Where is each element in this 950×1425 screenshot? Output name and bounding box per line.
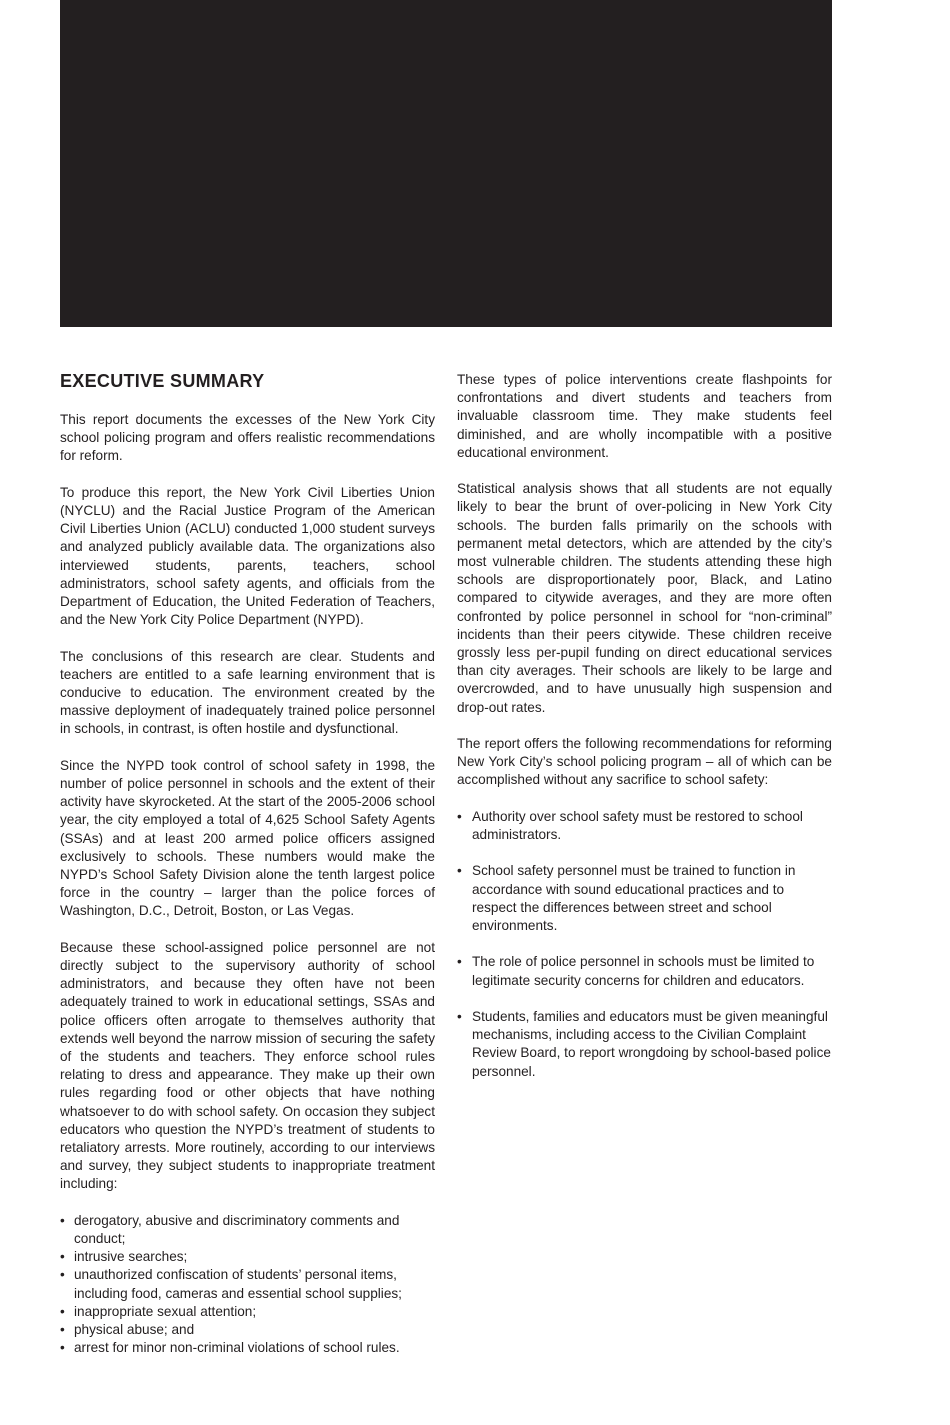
bullet-icon: • xyxy=(60,1267,65,1283)
left-column xyxy=(60,369,435,1357)
recommendation-item xyxy=(457,808,832,844)
bullet-icon: • xyxy=(457,863,462,879)
bullet-icon: • xyxy=(60,1340,65,1356)
list-item xyxy=(60,1321,435,1339)
paragraph: The report offers the following recommendations for reforming New York City’s school policing program – all of which can be accomplished without any sacrifice to school safety: xyxy=(457,736,832,788)
list-item-text: arrest for minor non-criminal violations of school rules. xyxy=(74,1340,400,1356)
list-item xyxy=(60,1248,435,1266)
recommendations-list xyxy=(457,808,832,1081)
paragraph: This report documents the excesses of the New York City school policing program and offers realistic recommendations for reform. xyxy=(60,412,435,464)
right-column xyxy=(457,371,832,1099)
paragraph: These types of police interventions create flashpoints for confrontations and divert students and teachers from invaluable classroom time. They make students feel diminished, and are wholly incompatible with a positive educational environment. xyxy=(457,372,832,460)
recommendation-text: Students, families and educators must be given meaningful mechanisms, including access to the Civilian Complaint Review Board, to report wrongdoing by school-based police personnel. xyxy=(472,1009,831,1079)
bullet-icon: • xyxy=(457,954,462,970)
recommendation-text: School safety personnel must be trained to function in accordance with sound educational practices and to respect the differences between street and school environments. xyxy=(472,863,796,934)
bullet-icon: • xyxy=(60,1249,65,1265)
section-title: EXECUTIVE SUMMARY xyxy=(60,371,265,391)
header-image-block xyxy=(60,0,832,327)
recommendation-item xyxy=(457,953,832,989)
recommendation-text: Authority over school safety must be restored to school administrators. xyxy=(472,808,803,843)
recommendation-item xyxy=(457,1008,832,1081)
list-item xyxy=(60,1339,435,1357)
paragraph: The conclusions of this research are clear. Students and teachers are entitled to a safe learning environment that is conducive to education. The environment created by the massive deployment of inadequately trained police personnel in schools, in contrast, is often hostile and dysfunctional. xyxy=(60,648,435,737)
paragraph: Because these school-assigned police personnel are not directly subject to the supervisory authority of school administrators, and because they often have not been adequately trained to work in educational settings, SSAs and police officers often arrogate to themselves authority that extends well beyond the narrow mission of securing the safety of the students and teachers. They enforce school rules relating to dress and appearance. They make up their own rules regarding food or other objects that have nothing whatsoever to do with school safety. On occasion they subject educators who question the NYPD’s treatment of students to retaliatory arrests. More routinely, according to our interviews and survey, they subject students to inappropriate treatment including: xyxy=(60,939,435,1192)
bullet-icon: • xyxy=(60,1303,65,1319)
list-item-text: physical abuse; and xyxy=(74,1322,195,1338)
bullet-icon: • xyxy=(457,1009,462,1025)
recommendation-item xyxy=(457,862,832,935)
paragraph: Statistical analysis shows that all students are not equally likely to bear the brunt of over-policing in New York City schools. The burden falls primarily on the schools with permanent metal detectors, which are attended by the city’s most vulnerable children. The students attending these high schools are disproportionately poor, Black, and Latino compared to citywide averages, and they are more often confronted by police personnel in school for “non-criminal” incidents than their peers citywide. These children receive grossly less per-pupil funding on direct educational services than city averages. Their schools are likely to be large and overcrowded, and to have unusually high suspension and drop-out rates. xyxy=(457,481,832,715)
list-item-text: unauthorized confiscation of students’ personal items, including food, cameras and essential school supplies; xyxy=(74,1267,402,1301)
paragraph: To produce this report, the New York Civil Liberties Union (NYCLU) and the Racial Justice Program of the American Civil Liberties Union (ACLU) conducted 1,000 student surveys and analyzed publicly available data. The organizations also interviewed students, parents, teachers, school administrators, school safety agents, and officials from the Department of Education, the United Federation of Teachers, and the New York City Police Department (NYPD). xyxy=(60,484,435,628)
list-item-text: intrusive searches; xyxy=(74,1249,188,1265)
list-item xyxy=(60,1303,435,1321)
bullet-icon: • xyxy=(60,1322,65,1338)
treatment-list xyxy=(60,1212,435,1358)
recommendation-text: The role of police personnel in schools must be limited to legitimate security concerns for children and educators. xyxy=(472,954,815,988)
list-item xyxy=(60,1212,435,1248)
list-item xyxy=(60,1266,435,1302)
paragraph: Since the NYPD took control of school safety in 1998, the number of police personnel in schools and the extent of their activity have skyrocketed. At the start of the 2005-2006 school year, the city employed a total of 4,625 School Safety Agents (SSAs) and at least 200 armed police officers assigned exclusively to schools. These numbers would make the NYPD’s School Safety Division alone the tenth largest police force in the country – larger than the police forces of Washington, D.C., Detroit, Boston, or Las Vegas. xyxy=(60,757,435,919)
list-item-text: inappropriate sexual attention; xyxy=(74,1303,257,1319)
bullet-icon: • xyxy=(60,1212,65,1228)
bullet-icon: • xyxy=(457,808,462,824)
list-item-text: derogatory, abusive and discriminatory comments and conduct; xyxy=(74,1212,400,1247)
